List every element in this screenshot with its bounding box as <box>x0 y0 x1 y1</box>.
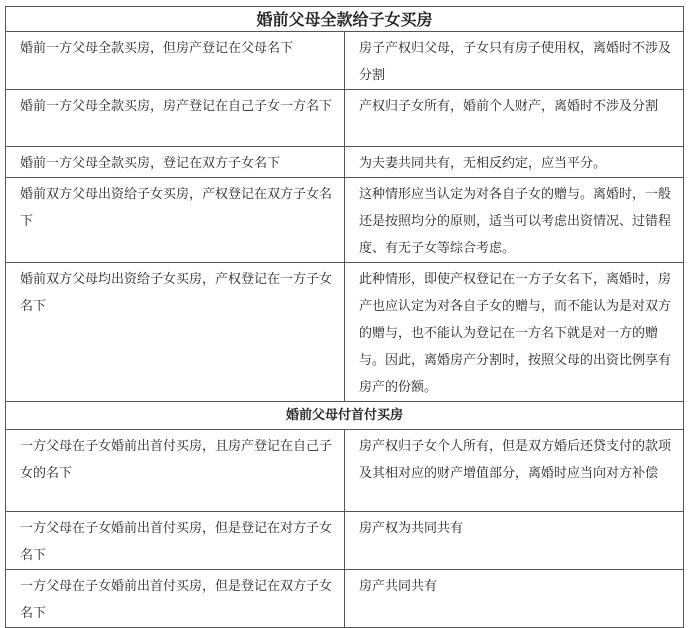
situation-cell: 婚前一方父母全款买房，登记在双方子女名下 <box>6 147 345 178</box>
situation-cell: 婚前一方父母全款买房，房产登记在自己子女一方名下 <box>6 90 345 147</box>
situation-cell: 一方父母在子女婚前出首付买房，但是登记在双方子女名下 <box>6 570 345 628</box>
table-row <box>6 178 684 263</box>
ruling-cell: 此种情形，即使产权登记在一方子女名下，离婚时，房产也应认定为对各自子女的赠与，而不能认为是对双方的赠与，也不能认为登记在一方名下就是对一方的赠与。因此，离婚房产分割时，按照父母的出资比例享有房产的份额。 <box>345 263 684 402</box>
ruling-cell: 房产权为共同共有 <box>345 512 684 570</box>
table-row <box>6 263 684 402</box>
section-title: 婚前父母付首付买房 <box>6 402 684 430</box>
situation-cell: 一方父母在子女婚前出首付买房，且房产登记在自己子女的名下 <box>6 430 345 512</box>
table-row <box>6 570 684 628</box>
section-header-row <box>6 402 684 430</box>
situation-cell: 婚前双方父母均出资给子女买房，产权登记在一方子女名下 <box>6 263 345 402</box>
ruling-cell: 房产共同共有 <box>345 570 684 628</box>
ruling-cell: 房产权归子女个人所有，但是双方婚后还贷支付的款项及其相对应的财产增值部分，离婚时应当向对方补偿 <box>345 430 684 512</box>
ruling-cell: 房子产权归父母，子女只有房子使用权，离婚时不涉及分割 <box>345 32 684 90</box>
table-row <box>6 430 684 512</box>
situation-cell: 婚前一方父母全款买房，但房产登记在父母名下 <box>6 32 345 90</box>
title-row <box>6 7 684 32</box>
table-row <box>6 90 684 147</box>
ruling-cell: 这种情形应当认定为对各自子女的赠与。离婚时，一般还是按照均分的原则，适当可以考虑出资情况、过错程度、有无子女等综合考虑。 <box>345 178 684 263</box>
situation-cell: 一方父母在子女婚前出首付买房，但是登记在对方子女名下 <box>6 512 345 570</box>
situation-cell: 婚前双方父母出资给子女买房，产权登记在双方子女名下 <box>6 178 345 263</box>
table-title: 婚前父母全款给子女买房 <box>6 7 684 32</box>
ruling-cell: 为夫妻共同共有，无相反约定，应当平分。 <box>345 147 684 178</box>
ruling-cell: 产权归子女所有，婚前个人财产，离婚时不涉及分割 <box>345 90 684 147</box>
property-rules-table <box>5 6 684 628</box>
table-row <box>6 147 684 178</box>
table-row <box>6 32 684 90</box>
table-row <box>6 512 684 570</box>
